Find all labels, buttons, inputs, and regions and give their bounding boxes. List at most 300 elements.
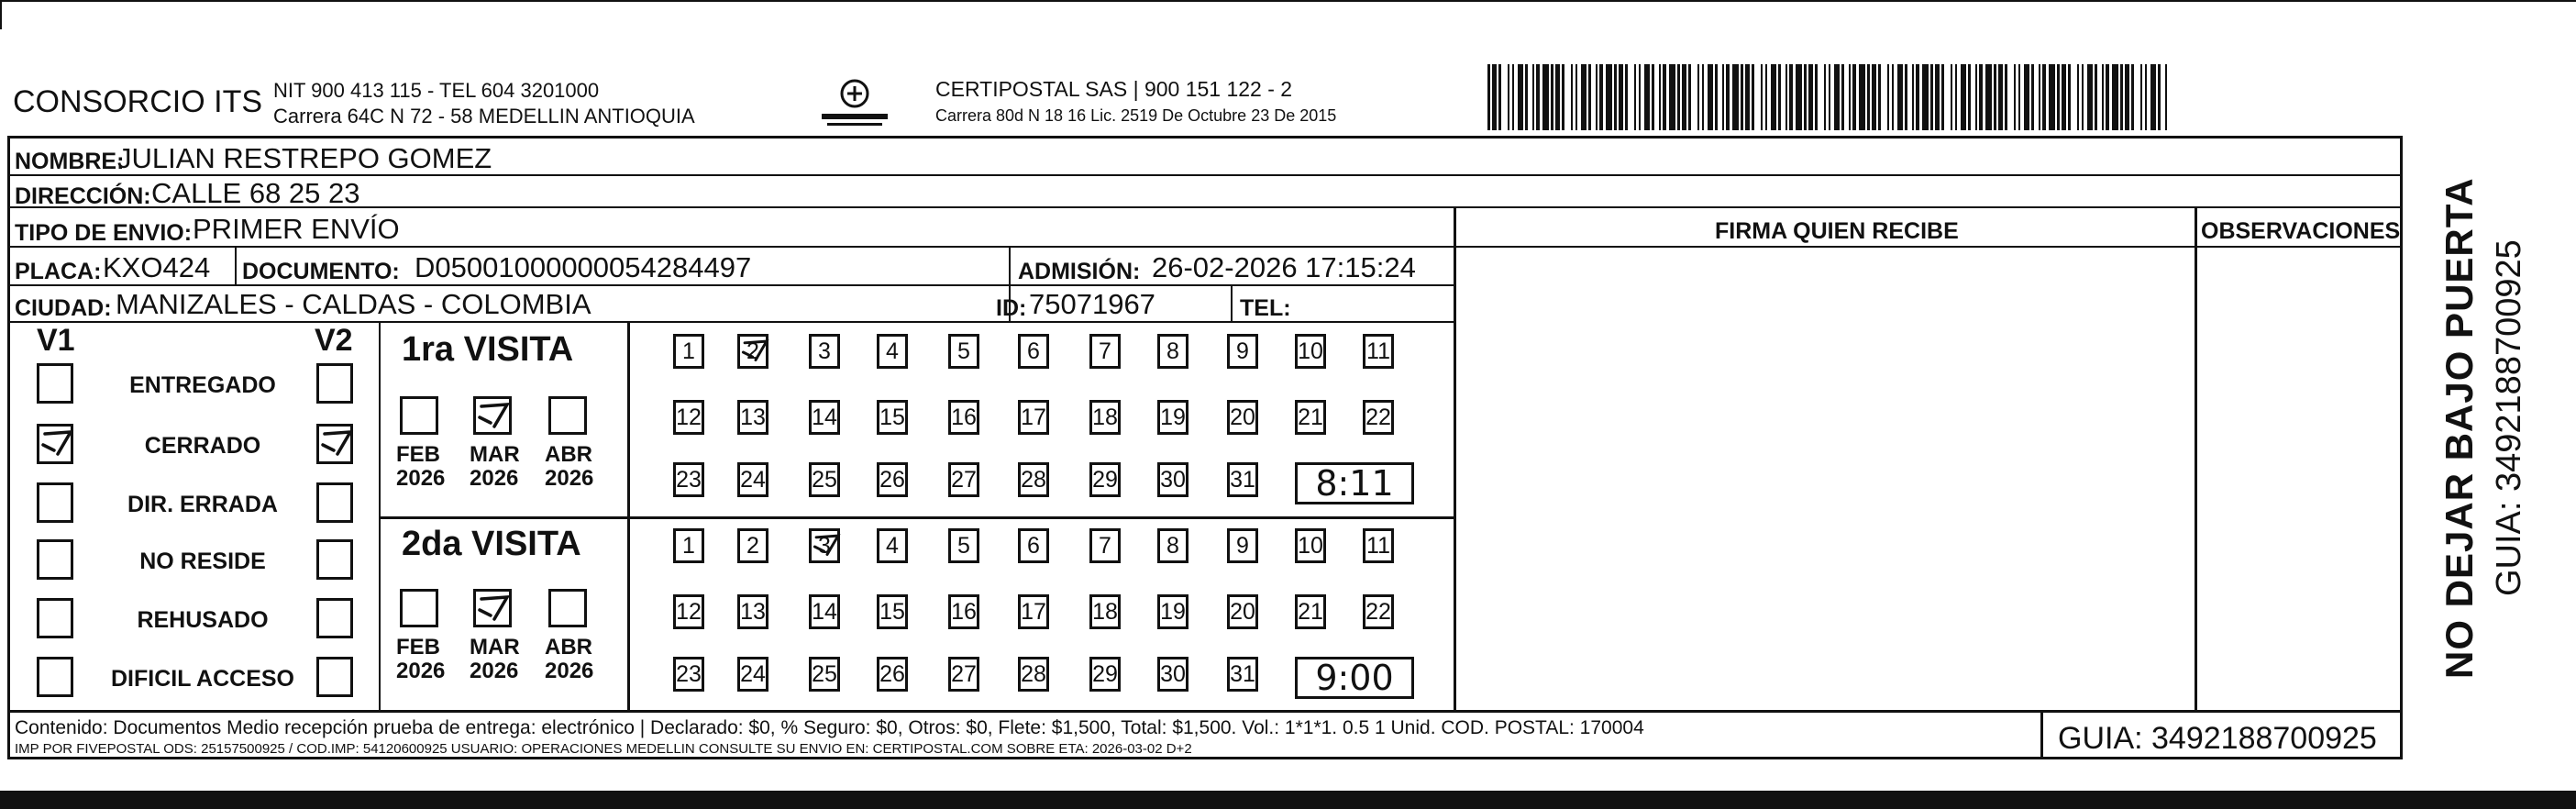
grid-bottom <box>7 757 2403 759</box>
day-box[interactable] <box>1018 462 1049 497</box>
barcode-bar <box>1804 64 1807 130</box>
day-box[interactable] <box>1089 528 1121 563</box>
day-box[interactable] <box>1089 657 1121 692</box>
barcode <box>1487 64 2173 132</box>
row-line-4 <box>7 284 1456 286</box>
day-number: 1 <box>682 532 695 559</box>
day-number: 7 <box>1099 338 1111 364</box>
day-box[interactable] <box>1089 334 1121 369</box>
status-label: DIR. ERRADA <box>127 492 278 517</box>
row-line-3 <box>7 246 2403 248</box>
status-v2-checkbox[interactable] <box>316 424 353 464</box>
day-number: 3 <box>818 532 831 559</box>
day-box[interactable] <box>877 400 908 435</box>
admision-label: ADMISIÓN: <box>1018 259 1141 284</box>
address-line: Carrera 64C N 72 - 58 MEDELLIN ANTIOQUIA <box>273 105 695 127</box>
barcode-bar <box>1955 64 1957 130</box>
barcode-bar <box>1669 64 1675 130</box>
day-number: 30 <box>1160 660 1186 687</box>
visit-time-box[interactable]: 9:00 <box>1295 657 1414 699</box>
month-checkbox[interactable] <box>400 589 438 627</box>
barcode-bar <box>1525 64 1528 130</box>
barcode-bar <box>1659 64 1661 130</box>
day-box[interactable] <box>1295 528 1326 563</box>
barcode-bar <box>1571 64 1573 130</box>
day-number: 10 <box>1298 338 1323 364</box>
barcode-bar <box>2018 64 2020 130</box>
visit-time-box[interactable]: 8:11 <box>1295 462 1414 504</box>
day-box[interactable] <box>1018 657 1049 692</box>
barcode-bar <box>1663 64 1666 130</box>
month-checkbox[interactable] <box>548 396 587 435</box>
day-box[interactable] <box>948 400 979 435</box>
day-box[interactable] <box>673 334 704 369</box>
day-box[interactable] <box>1018 594 1049 629</box>
day-number: 9 <box>1236 338 1249 364</box>
status-v2-checkbox[interactable] <box>316 657 353 697</box>
check-mark-icon <box>319 427 356 463</box>
day-number: 24 <box>740 466 766 493</box>
year-label: 2026 <box>545 659 594 683</box>
year-label: 2026 <box>545 466 594 491</box>
year-label: 2026 <box>470 659 519 683</box>
barcode-bar <box>1968 64 1971 130</box>
barcode-bar <box>1912 64 1914 130</box>
status-v2-checkbox[interactable] <box>316 363 353 404</box>
observaciones-label: OBSERVACIONES <box>2201 218 2401 244</box>
barcode-bar <box>2014 64 2016 130</box>
day-box[interactable] <box>1227 528 1258 563</box>
status-v1-checkbox[interactable] <box>37 424 73 464</box>
admision-value: 26-02-2026 17:15:24 <box>1152 251 1416 283</box>
month-checkbox[interactable] <box>473 396 512 435</box>
day-box[interactable] <box>877 528 908 563</box>
day-box[interactable] <box>673 462 704 497</box>
status-v2-checkbox[interactable] <box>316 539 353 580</box>
day-box[interactable] <box>809 400 840 435</box>
v1-label: V1 <box>37 323 75 358</box>
month-label: ABR <box>545 635 592 659</box>
day-number: 27 <box>951 660 977 687</box>
day-box[interactable] <box>1227 400 1258 435</box>
day-box[interactable] <box>673 657 704 692</box>
tel-label: TEL: <box>1240 295 1291 321</box>
day-number: 14 <box>812 404 837 430</box>
barcode-bar <box>1979 64 1983 130</box>
day-number: 2 <box>746 532 759 559</box>
day-box[interactable] <box>1157 400 1188 435</box>
barcode-bar <box>1859 64 1865 130</box>
top-border <box>0 0 2576 2</box>
day-number: 25 <box>812 466 837 493</box>
day-box[interactable] <box>809 528 840 563</box>
barcode-bar <box>1829 64 1830 130</box>
day-box[interactable] <box>1089 462 1121 497</box>
day-number: 13 <box>740 404 766 430</box>
nombre-label: NOMBRE: <box>15 149 125 174</box>
day-number: 31 <box>1230 466 1255 493</box>
tipo-envio-label: TIPO DE ENVIO: <box>15 220 193 246</box>
day-number: 29 <box>1092 466 1118 493</box>
barcode-bar <box>1916 64 1919 130</box>
barcode-bar <box>1536 64 1540 130</box>
day-number: 22 <box>1365 404 1391 430</box>
barcode-bar <box>1492 64 1497 130</box>
day-box[interactable] <box>737 400 768 435</box>
barcode-bar <box>1619 64 1623 130</box>
certipostal-line1: CERTIPOSTAL SAS | 900 151 122 - 2 <box>935 77 1293 101</box>
day-box[interactable] <box>1363 334 1394 369</box>
day-box[interactable] <box>1295 594 1326 629</box>
day-box[interactable] <box>737 462 768 497</box>
day-number: 4 <box>886 532 899 559</box>
day-number: 25 <box>812 660 837 687</box>
day-box[interactable] <box>948 334 979 369</box>
barcode-bar <box>2120 64 2123 130</box>
day-box[interactable] <box>737 594 768 629</box>
month-label: ABR <box>545 442 592 467</box>
barcode-bar <box>2031 64 2034 130</box>
barcode-bar <box>1722 64 1724 130</box>
barcode-bar <box>1872 64 1876 130</box>
barcode-bar <box>2087 64 2093 130</box>
day-box[interactable] <box>1157 462 1188 497</box>
barcode-bar <box>1508 64 1509 130</box>
status-label: CERRADO <box>144 433 261 459</box>
footer-print-line: IMP POR FIVEPOSTAL ODS: 25157500925 / COD.IMP: 54120600925 USUARIO: OPERACIONES MEDELLIN CONSULTE SU ENVIO EN: CERTIPOSTAL.COM SOBRE ETA: 2026-03-02 D+2 <box>15 741 1192 757</box>
nombre-value: JULIAN RESTREPO GOMEZ <box>117 142 492 174</box>
day-box[interactable] <box>1089 400 1121 435</box>
day-box[interactable] <box>1295 334 1326 369</box>
barcode-bar <box>2082 64 2084 130</box>
barcode-bar <box>1596 64 1598 130</box>
day-box[interactable] <box>1157 528 1188 563</box>
day-box[interactable] <box>673 528 704 563</box>
day-number: 5 <box>957 338 970 364</box>
day-number: 28 <box>1021 660 1046 687</box>
barcode-bar <box>1961 64 1966 130</box>
barcode-bar <box>1761 64 1763 130</box>
barcode-bar <box>2005 64 2007 130</box>
barcode-bar <box>2145 64 2147 130</box>
day-box[interactable] <box>948 657 979 692</box>
day-number: 10 <box>1298 532 1323 559</box>
barcode-bar <box>1652 64 1654 130</box>
company-name: CONSORCIO ITS <box>13 84 263 119</box>
direccion-label: DIRECCIÓN: <box>15 183 151 209</box>
placa-label: PLACA: <box>15 259 102 284</box>
barcode-bar <box>1852 64 1856 130</box>
day-number: 23 <box>676 660 702 687</box>
certipostal-logo <box>818 75 891 130</box>
day-box[interactable] <box>1018 528 1049 563</box>
barcode-bar <box>2062 64 2066 130</box>
day-box[interactable] <box>1089 594 1121 629</box>
barcode-bar <box>1702 64 1704 130</box>
ciudad-label: CIUDAD: <box>15 295 112 321</box>
barcode-bar <box>1815 64 1818 130</box>
v2-label: V2 <box>315 323 353 358</box>
firma-label: FIRMA QUIEN RECIBE <box>1715 218 1959 244</box>
day-box[interactable] <box>1157 657 1188 692</box>
barcode-bar <box>2106 64 2109 130</box>
barcode-bar <box>1732 64 1739 130</box>
barcode-bar <box>1682 64 1686 130</box>
barcode-bar <box>2158 64 2161 130</box>
barcode-bar <box>2042 64 2046 130</box>
month-label: MAR <box>470 442 520 467</box>
day-number: 21 <box>1298 598 1323 625</box>
barcode-bar <box>1808 64 1813 130</box>
day-box[interactable] <box>1363 594 1394 629</box>
barcode-bar <box>1512 64 1514 130</box>
day-number: 12 <box>676 404 702 430</box>
day-box[interactable] <box>809 334 840 369</box>
check-mark-icon <box>39 427 76 463</box>
barcode-bar <box>1575 64 1577 130</box>
day-box[interactable] <box>673 400 704 435</box>
barcode-bar <box>1786 64 1787 130</box>
barcode-bar <box>1588 64 1591 130</box>
day-number: 17 <box>1021 598 1046 625</box>
barcode-bar <box>1951 64 1952 130</box>
barcode-bar <box>2150 64 2156 130</box>
day-number: 17 <box>1021 404 1046 430</box>
day-box[interactable] <box>809 462 840 497</box>
day-number: 6 <box>1027 532 1040 559</box>
month-label: MAR <box>470 635 520 659</box>
check-mark-icon <box>476 399 513 436</box>
barcode-bar <box>1741 64 1743 130</box>
tipo-envio-value: PRIMER ENVÍO <box>193 213 400 245</box>
barcode-bar <box>2131 64 2134 130</box>
day-box[interactable] <box>948 462 979 497</box>
day-box[interactable] <box>737 334 768 369</box>
day-number: 2 <box>746 338 759 364</box>
grid-right <box>2400 136 2403 759</box>
day-box[interactable] <box>809 594 840 629</box>
day-box[interactable] <box>877 657 908 692</box>
bottom-bar <box>0 791 2576 809</box>
barcode-bar <box>1771 64 1776 130</box>
side-warning: NO DEJAR BAJO PUERTA <box>2438 177 2481 679</box>
day-number: 26 <box>879 660 905 687</box>
month-checkbox[interactable] <box>473 589 512 627</box>
footer-guia-divider <box>2040 710 2043 758</box>
barcode-bar <box>1878 64 1881 130</box>
visit1-title: 1ra VISITA <box>402 330 574 369</box>
barcode-bar <box>2068 64 2071 130</box>
day-box[interactable] <box>1363 400 1394 435</box>
day-number: 24 <box>740 660 766 687</box>
ciudad-value: MANIZALES - CALDAS - COLOMBIA <box>116 288 591 320</box>
barcode-bar <box>2102 64 2104 130</box>
status-label: NO RESIDE <box>139 549 266 574</box>
day-box[interactable] <box>737 657 768 692</box>
day-number: 20 <box>1230 598 1255 625</box>
barcode-bar <box>1606 64 1612 130</box>
barcode-bar <box>1834 64 1840 130</box>
status-v1-checkbox[interactable] <box>37 363 73 404</box>
obs-left-divider <box>2195 206 2197 711</box>
barcode-bar <box>1555 64 1560 130</box>
grid-left <box>7 136 10 759</box>
barcode-bar <box>1752 64 1754 130</box>
barcode-bar <box>1708 64 1713 130</box>
check-mark-icon <box>740 337 771 368</box>
barcode-bar <box>1644 64 1650 130</box>
barcode-bar <box>1688 64 1691 130</box>
status-v1-checkbox[interactable] <box>37 482 73 523</box>
day-box[interactable] <box>1018 334 1049 369</box>
status-v2-checkbox[interactable] <box>316 482 353 523</box>
month-checkbox[interactable] <box>548 589 587 627</box>
nit-line: NIT 900 413 115 - TEL 604 3201000 <box>273 79 600 102</box>
day-number: 9 <box>1236 532 1249 559</box>
grid-top <box>7 136 2403 139</box>
day-number: 4 <box>886 338 899 364</box>
day-number: 15 <box>879 404 905 430</box>
month-label: FEB <box>396 635 440 659</box>
barcode-bar <box>1887 64 1889 130</box>
id-label: ID: <box>996 295 1027 321</box>
firma-left-divider <box>1454 206 1456 711</box>
day-box[interactable] <box>877 594 908 629</box>
day-number: 16 <box>951 598 977 625</box>
barcode-bar <box>1518 64 1523 130</box>
barcode-bar <box>1599 64 1603 130</box>
day-box[interactable] <box>673 594 704 629</box>
day-number: 26 <box>879 466 905 493</box>
footer-contents-line: Contenido: Documentos Medio recepción prueba de entrega: electrónico | Declarado: $0, % Seguro: $0, Otros: $0, Flete: $1,500, Total: $1,500. Vol.: 1*1*1. 0.5 1 Unid. COD. POSTAL: 170004 <box>15 717 1644 738</box>
barcode-bar <box>1487 64 1490 130</box>
day-box[interactable] <box>1295 400 1326 435</box>
barcode-bar <box>1726 64 1730 130</box>
placa-divider <box>235 248 237 284</box>
status-v2-checkbox[interactable] <box>316 598 353 638</box>
barcode-bar <box>2165 64 2167 130</box>
side-guia-container <box>2490 174 2536 596</box>
day-number: 19 <box>1160 404 1186 430</box>
barcode-bar <box>1498 64 1501 130</box>
day-box[interactable] <box>1227 594 1258 629</box>
status-v1-checkbox[interactable] <box>37 598 73 638</box>
barcode-bar <box>1625 64 1628 130</box>
day-number: 14 <box>812 598 837 625</box>
day-number: 21 <box>1298 404 1323 430</box>
placa-value: KXO424 <box>103 251 211 283</box>
barcode-bar <box>1849 64 1851 130</box>
day-number: 28 <box>1021 466 1046 493</box>
day-box[interactable] <box>948 528 979 563</box>
day-box[interactable] <box>1018 400 1049 435</box>
day-number: 30 <box>1160 466 1186 493</box>
day-box[interactable] <box>948 594 979 629</box>
tel-divider <box>1231 284 1233 321</box>
documento-value: D05001000000054284497 <box>415 251 752 283</box>
day-box[interactable] <box>877 462 908 497</box>
visit2-title: 2da VISITA <box>402 525 581 563</box>
barcode-bar <box>1985 64 1992 130</box>
check-mark-icon <box>476 592 513 628</box>
side-warning-container <box>2438 92 2493 679</box>
barcode-bar <box>1994 64 1996 130</box>
barcode-bar <box>1796 64 1802 130</box>
footer-guia: GUIA: 3492188700925 <box>2058 721 2377 756</box>
barcode-bar <box>2049 64 2055 130</box>
row-line-2 <box>7 206 2403 208</box>
barcode-bar <box>1789 64 1793 130</box>
barcode-bar <box>1532 64 1534 130</box>
day-number: 23 <box>676 466 702 493</box>
barcode-bar <box>1897 64 1903 130</box>
barcode-bar <box>1778 64 1781 130</box>
day-number: 8 <box>1166 338 1179 364</box>
year-label: 2026 <box>396 466 446 491</box>
barcode-bar <box>1551 64 1553 130</box>
row-line-5 <box>7 321 1456 323</box>
barcode-bar <box>1639 64 1641 130</box>
day-box[interactable] <box>1157 334 1188 369</box>
day-box[interactable] <box>1227 657 1258 692</box>
day-number: 27 <box>951 466 977 493</box>
day-box[interactable] <box>1157 594 1188 629</box>
barcode-bar <box>1765 64 1767 130</box>
day-number: 7 <box>1099 532 1111 559</box>
direccion-value: CALLE 68 25 23 <box>151 177 360 209</box>
status-v1-checkbox[interactable] <box>37 657 73 697</box>
barcode-bar <box>1581 64 1587 130</box>
barcode-bar <box>2077 64 2079 130</box>
day-number: 18 <box>1092 404 1118 430</box>
barcode-bar <box>1634 64 1636 130</box>
month-checkbox[interactable] <box>400 396 438 435</box>
day-box[interactable] <box>809 657 840 692</box>
barcode-bar <box>1542 64 1549 130</box>
day-box[interactable] <box>1227 334 1258 369</box>
status-v1-checkbox[interactable] <box>37 539 73 580</box>
day-box[interactable] <box>1363 528 1394 563</box>
status-label: DIFICIL ACCESO <box>110 666 294 692</box>
day-number: 11 <box>1366 338 1390 364</box>
barcode-bar <box>1922 64 1929 130</box>
left-edge <box>0 0 2 29</box>
day-number: 11 <box>1366 532 1390 559</box>
barcode-bar <box>1677 64 1680 130</box>
status-label: REHUSADO <box>137 607 269 633</box>
barcode-bar <box>2140 64 2142 130</box>
side-guia: GUIA: 3492188700925 <box>2490 239 2528 596</box>
day-box[interactable] <box>877 334 908 369</box>
day-number: 18 <box>1092 598 1118 625</box>
day-number: 8 <box>1166 532 1179 559</box>
day-number: 3 <box>818 338 831 364</box>
barcode-bar <box>2039 64 2040 130</box>
day-number: 1 <box>682 338 695 364</box>
certipostal-line2: Carrera 80d N 18 16 Lic. 2519 De Octubre 23 De 2015 <box>935 106 1337 125</box>
barcode-bar <box>1892 64 1894 130</box>
day-box[interactable] <box>1227 462 1258 497</box>
barcode-bar <box>1715 64 1718 130</box>
day-number: 12 <box>676 598 702 625</box>
barcode-bar <box>1614 64 1617 130</box>
day-number: 29 <box>1092 660 1118 687</box>
day-number: 20 <box>1230 404 1255 430</box>
day-box[interactable] <box>737 528 768 563</box>
day-number: 22 <box>1365 598 1391 625</box>
barcode-bar <box>2112 64 2118 130</box>
barcode-bar <box>1745 64 1750 130</box>
